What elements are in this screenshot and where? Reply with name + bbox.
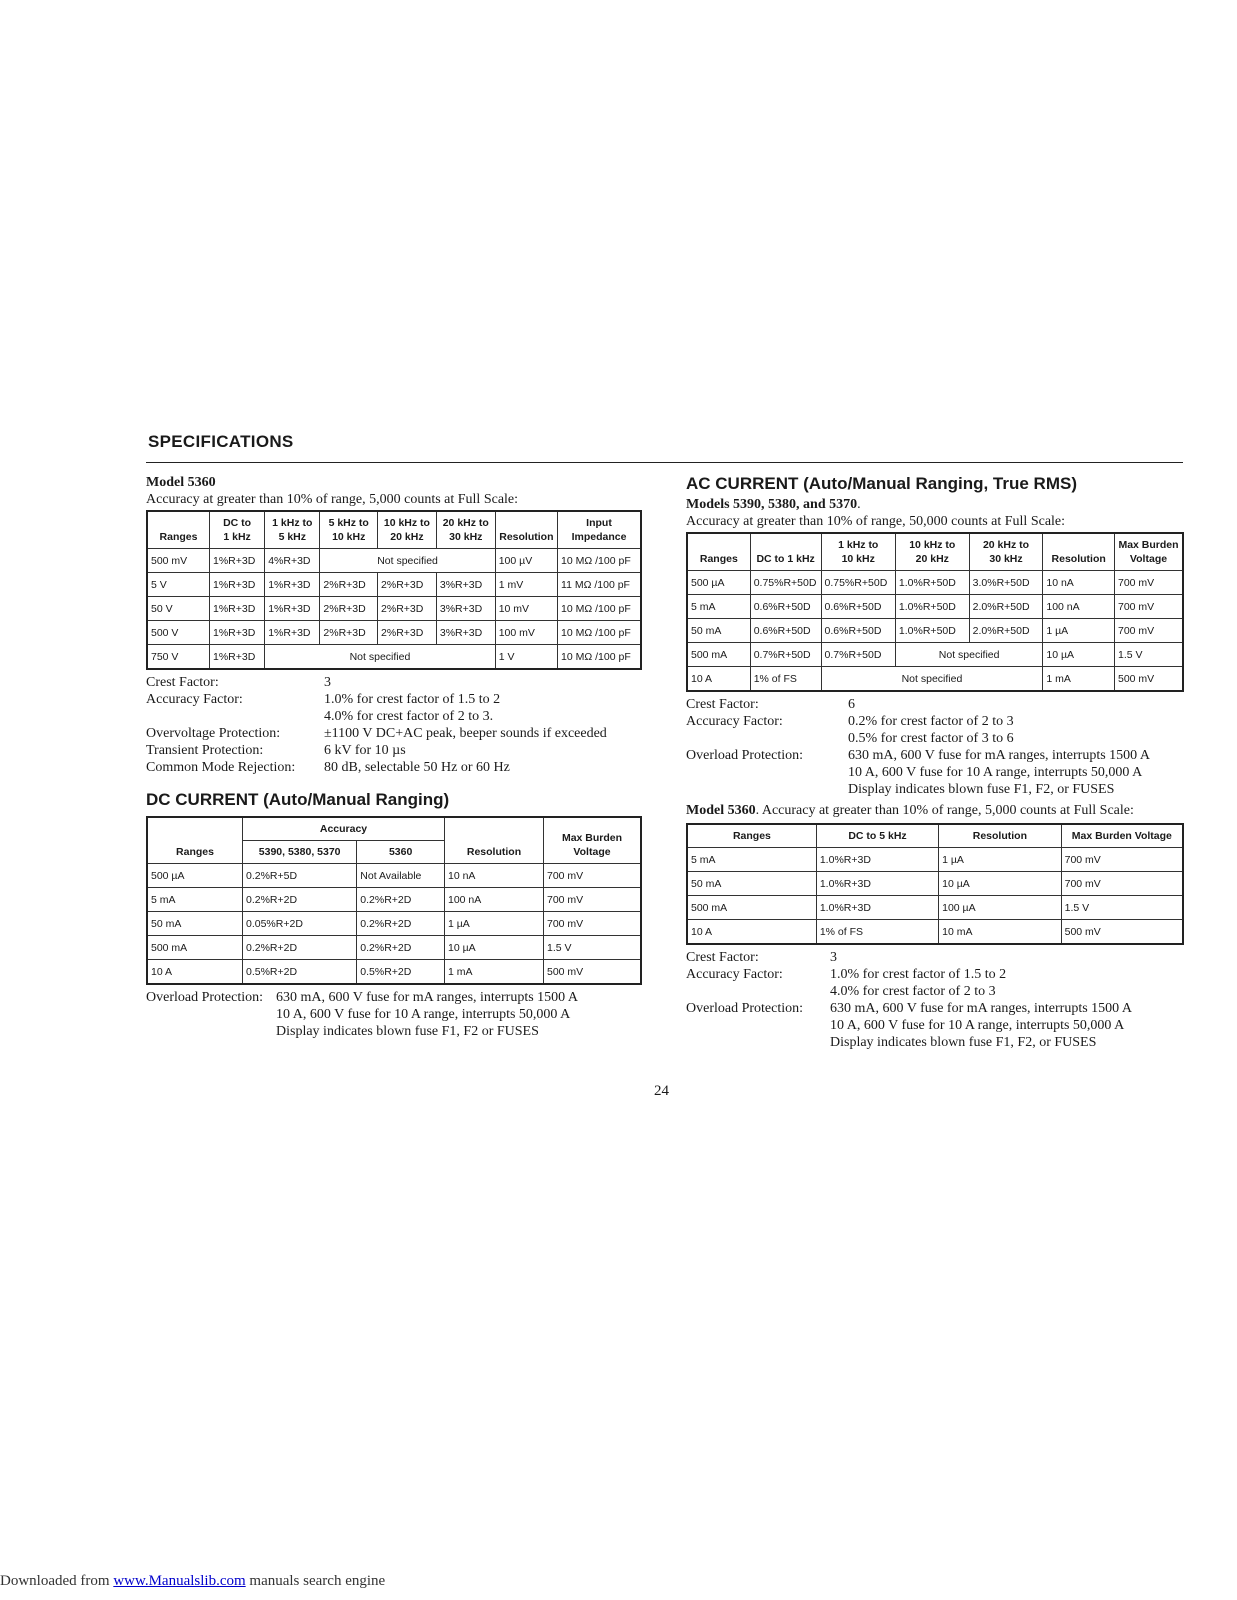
table-cell: 2%R+3D: [378, 621, 437, 645]
table-cell: 0.6%R+50D: [821, 619, 895, 643]
property-value: 630 mA, 600 V fuse for mA ranges, interrupts 1500 A 10 A, 600 V fuse for 10 A range, interrupts 50,000 A Display indicates blown fuse F1, F2, or FUSES: [848, 748, 1151, 797]
table-row: [687, 848, 1183, 872]
table-header: 20 kHz to 30 kHz: [969, 533, 1043, 571]
table-cell: 2.0%R+50D: [969, 595, 1043, 619]
table-cell: 10 A: [687, 667, 750, 692]
table-cell: 11 MΩ /100 pF: [558, 573, 641, 597]
table-cell: 1%R+3D: [209, 597, 264, 621]
table-header: 5360: [357, 841, 445, 864]
table-cell: 500 µA: [147, 864, 243, 888]
table-cell: 0.7%R+50D: [821, 643, 895, 667]
table-cell: 700 mV: [1061, 848, 1183, 872]
table-cell: 0.5%R+2D: [357, 960, 445, 985]
table-cell: 50 V: [147, 597, 209, 621]
table-cell: 1.0%R+50D: [895, 571, 969, 595]
table-cell: 1 mV: [495, 573, 557, 597]
property-value: 630 mA, 600 V fuse for mA ranges, interrupts 1500 A 10 A, 600 V fuse for 10 A range, interrupts 50,000 A Display indicates blown fuse F1, F2 or FUSES: [276, 990, 579, 1039]
table-header: 20 kHz to 30 kHz: [436, 511, 495, 549]
table-cell: Not Available: [357, 864, 445, 888]
table-row: [687, 595, 1183, 619]
table-cell: 1%R+3D: [209, 573, 264, 597]
table-cell: 1 µA: [939, 848, 1062, 872]
table-cell: 500 mA: [147, 936, 243, 960]
table-cell: 10 MΩ /100 pF: [558, 549, 641, 573]
table-header: DC to 5 kHz: [816, 824, 938, 848]
model-5360-ac-properties: [686, 949, 1184, 1051]
property-value: 0.2% for crest factor of 2 to 3 0.5% for crest factor of 3 to 6: [848, 714, 1014, 746]
ac-current-spec-table: [686, 532, 1184, 692]
table-row: [147, 888, 641, 912]
spec-property: [146, 674, 642, 691]
table-cell: 0.05%R+2D: [243, 912, 357, 936]
table-cell: 10 MΩ /100 pF: [558, 621, 641, 645]
table-row: [147, 912, 641, 936]
property-value: 1.0% for crest factor of 1.5 to 2 4.0% for crest factor of 2 to 3.: [324, 692, 501, 724]
footer-suffix: manuals search engine: [245, 1573, 386, 1589]
table-cell: 10 µA: [445, 936, 544, 960]
property-value: 3: [324, 675, 331, 690]
property-label: Accuracy Factor:: [686, 967, 783, 982]
table-cell: 4%R+3D: [265, 549, 320, 573]
download-footer: [0, 1573, 385, 1590]
table-row: [687, 920, 1183, 945]
table-row: [147, 621, 641, 645]
table-header: Max Burden Voltage: [544, 817, 642, 864]
table-cell: 3%R+3D: [436, 597, 495, 621]
table-cell: Not specified: [895, 643, 1042, 667]
table-row: [687, 667, 1183, 692]
table-cell: 100 µA: [939, 896, 1062, 920]
table-cell: 700 mV: [544, 888, 642, 912]
left-column: [146, 474, 642, 1040]
table-header: 10 kHz to 20 kHz: [895, 533, 969, 571]
table-cell: 1.0%R+50D: [895, 619, 969, 643]
table-cell: 10 A: [687, 920, 816, 945]
table-cell: 1%R+3D: [209, 645, 264, 670]
table-cell: 2.0%R+50D: [969, 619, 1043, 643]
model-5360-ac-note: Model 5360. Accuracy at greater than 10% of range, 5,000 counts at Full Scale:: [686, 803, 1134, 818]
table-header: 1 kHz to 5 kHz: [265, 511, 320, 549]
table-header: Resolution: [495, 511, 557, 549]
table-cell: 0.5%R+2D: [243, 960, 357, 985]
table-row: [147, 960, 641, 985]
model-5360-title: Model 5360: [146, 475, 216, 490]
table-cell: Not specified: [265, 645, 496, 670]
table-cell: 2%R+3D: [320, 621, 378, 645]
dc-current-spec-table: [146, 816, 642, 985]
model-5360-accuracy-note: Accuracy at greater than 10% of range, 5,000 counts at Full Scale:: [146, 492, 519, 507]
table-cell: 500 µA: [687, 571, 750, 595]
table-cell: 0.6%R+50D: [821, 595, 895, 619]
table-header: Ranges: [147, 511, 209, 549]
property-label: Accuracy Factor:: [686, 714, 783, 729]
table-header: 5 kHz to 10 kHz: [320, 511, 378, 549]
table-cell: 5 mA: [147, 888, 243, 912]
table-cell: 5 V: [147, 573, 209, 597]
spec-property: [146, 759, 642, 776]
table-cell: 1.0%R+3D: [816, 872, 938, 896]
table-cell: 1.5 V: [1061, 896, 1183, 920]
table-cell: 10 A: [147, 960, 243, 985]
table-cell: 1%R+3D: [265, 597, 320, 621]
table-cell: 50 mA: [687, 872, 816, 896]
ac-current-models: Models 5390, 5380, and 5370.: [686, 497, 861, 512]
table-cell: 3.0%R+50D: [969, 571, 1043, 595]
table-cell: 0.2%R+2D: [243, 936, 357, 960]
property-label: Crest Factor:: [146, 675, 219, 690]
table-cell: 1% of FS: [750, 667, 821, 692]
property-label: Transient Protection:: [146, 743, 264, 758]
table-cell: 100 µV: [495, 549, 557, 573]
table-cell: 1.5 V: [1115, 643, 1184, 667]
table-cell: 2%R+3D: [320, 597, 378, 621]
table-cell: 1%R+3D: [265, 573, 320, 597]
table-row: [147, 645, 641, 670]
table-header: Max Burden Voltage: [1061, 824, 1183, 848]
table-cell: 10 mV: [495, 597, 557, 621]
table-header: Resolution: [445, 817, 544, 864]
model-5360-ac-current-table: [686, 823, 1184, 945]
table-cell: 2%R+3D: [378, 597, 437, 621]
table-cell: 5 mA: [687, 848, 816, 872]
table-cell: 700 mV: [1115, 619, 1184, 643]
table-cell: Not specified: [320, 549, 495, 573]
table-cell: 2%R+3D: [320, 573, 378, 597]
table-cell: 1 V: [495, 645, 557, 670]
table-row: [687, 896, 1183, 920]
table-header: 1 kHz to 10 kHz: [821, 533, 895, 571]
table-cell: 1%R+3D: [209, 549, 264, 573]
table-header: Resolution: [1043, 533, 1115, 571]
table-cell: 10 nA: [445, 864, 544, 888]
table-header: Ranges: [147, 817, 243, 864]
ac-current-accuracy-note: Accuracy at greater than 10% of range, 50,000 counts at Full Scale:: [686, 514, 1066, 529]
table-cell: 1 mA: [1043, 667, 1115, 692]
table-cell: Not specified: [821, 667, 1043, 692]
table-cell: 100 nA: [1043, 595, 1115, 619]
table-row: [147, 549, 641, 573]
table-cell: 0.7%R+50D: [750, 643, 821, 667]
property-label: Crest Factor:: [686, 950, 759, 965]
property-label: Common Mode Rejection:: [146, 760, 296, 775]
table-cell: 0.2%R+5D: [243, 864, 357, 888]
table-cell: 500 mV: [1115, 667, 1184, 692]
table-cell: 500 mV: [147, 549, 209, 573]
page-title: SPECIFICATIONS: [148, 432, 294, 451]
footer-prefix: Downloaded from: [0, 1573, 114, 1589]
spec-property: [686, 696, 1184, 713]
property-label: Accuracy Factor:: [146, 692, 243, 707]
table-cell: 500 mA: [687, 896, 816, 920]
table-row: [687, 619, 1183, 643]
table-row: [147, 597, 641, 621]
table-cell: 10 nA: [1043, 571, 1115, 595]
dc-current-heading: DC CURRENT (Auto/Manual Ranging): [146, 790, 450, 809]
table-header: DC to 1 kHz: [209, 511, 264, 549]
table-cell: 100 mV: [495, 621, 557, 645]
spec-property: [146, 725, 642, 742]
table-cell: 10 µA: [939, 872, 1062, 896]
property-value: 1.0% for crest factor of 1.5 to 2 4.0% for crest factor of 2 to 3: [830, 967, 1007, 999]
table-cell: 500 mV: [1061, 920, 1183, 945]
table-header: 5390, 5380, 5370: [243, 841, 357, 864]
table-cell: 750 V: [147, 645, 209, 670]
table-row: [687, 872, 1183, 896]
page-number: 24: [654, 1083, 669, 1099]
table-cell: 500 mV: [544, 960, 642, 985]
table-header: Input Impedance: [558, 511, 641, 549]
property-label: Overload Protection:: [686, 748, 804, 763]
ac-current-properties: [686, 696, 1184, 798]
table-cell: 0.2%R+2D: [357, 888, 445, 912]
table-header: 10 kHz to 20 kHz: [378, 511, 437, 549]
right-column: [686, 474, 1184, 1051]
table-cell: 1.0%R+3D: [816, 848, 938, 872]
table-header: Ranges: [687, 533, 750, 571]
property-label: Overload Protection:: [686, 1001, 804, 1016]
table-header: Resolution: [939, 824, 1062, 848]
dc-current-properties: [146, 989, 642, 1040]
table-cell: 10 µA: [1043, 643, 1115, 667]
table-header: Ranges: [687, 824, 816, 848]
table-cell: 500 mA: [687, 643, 750, 667]
table-row: [147, 573, 641, 597]
ac-current-heading: AC CURRENT (Auto/Manual Ranging, True RMS): [686, 474, 1077, 493]
table-cell: 3%R+3D: [436, 621, 495, 645]
ac-voltage-properties: [146, 674, 642, 776]
ac-voltage-spec-table: [146, 510, 642, 670]
table-cell: 700 mV: [544, 912, 642, 936]
spec-property: [146, 691, 642, 725]
accuracy-group-header: Accuracy: [243, 817, 445, 841]
table-row: [147, 864, 641, 888]
manualslib-link[interactable]: www.Manualslib.com: [113, 1573, 246, 1589]
table-row: [687, 571, 1183, 595]
property-value: 80 dB, selectable 50 Hz or 60 Hz: [324, 760, 510, 775]
table-header: DC to 1 kHz: [750, 533, 821, 571]
table-cell: 10 MΩ /100 pF: [558, 597, 641, 621]
table-cell: 1.0%R+50D: [895, 595, 969, 619]
table-row: [687, 643, 1183, 667]
table-cell: 0.75%R+50D: [750, 571, 821, 595]
spec-property: [686, 747, 1184, 798]
table-cell: 1%R+3D: [265, 621, 320, 645]
table-cell: 0.6%R+50D: [750, 619, 821, 643]
table-cell: 0.6%R+50D: [750, 595, 821, 619]
table-cell: 0.2%R+2D: [357, 912, 445, 936]
table-cell: 1.5 V: [544, 936, 642, 960]
property-label: Overload Protection:: [146, 990, 264, 1005]
spec-property: [146, 989, 642, 1040]
heading-divider: [146, 462, 1183, 463]
property-label: Overvoltage Protection:: [146, 726, 281, 741]
table-cell: 10 MΩ /100 pF: [558, 645, 641, 670]
table-row: [147, 936, 641, 960]
table-cell: 1%R+3D: [209, 621, 264, 645]
table-cell: 700 mV: [1115, 571, 1184, 595]
property-value: 6 kV for 10 µs: [324, 743, 406, 758]
spec-property: [146, 742, 642, 759]
table-cell: 3%R+3D: [436, 573, 495, 597]
property-value: 630 mA, 600 V fuse for mA ranges, interrupts 1500 A 10 A, 600 V fuse for 10 A range, interrupts 50,000 A Display indicates blown fuse F1, F2, or FUSES: [830, 1001, 1133, 1050]
table-cell: 0.75%R+50D: [821, 571, 895, 595]
table-cell: 50 mA: [147, 912, 243, 936]
table-cell: 700 mV: [1115, 595, 1184, 619]
table-cell: 1% of FS: [816, 920, 938, 945]
spec-property: [686, 966, 1184, 1000]
table-cell: 700 mV: [544, 864, 642, 888]
table-cell: 2%R+3D: [378, 573, 437, 597]
property-value: 6: [848, 697, 855, 712]
table-cell: 1 mA: [445, 960, 544, 985]
property-value: 3: [830, 950, 837, 965]
table-cell: 700 mV: [1061, 872, 1183, 896]
table-cell: 50 mA: [687, 619, 750, 643]
table-cell: 1 µA: [1043, 619, 1115, 643]
table-header: Max Burden Voltage: [1115, 533, 1184, 571]
table-cell: 10 mA: [939, 920, 1062, 945]
spec-property: [686, 949, 1184, 966]
table-cell: 1.0%R+3D: [816, 896, 938, 920]
table-cell: 0.2%R+2D: [357, 936, 445, 960]
property-value: ±1100 V DC+AC peak, beeper sounds if exceeded: [324, 726, 607, 741]
property-label: Crest Factor:: [686, 697, 759, 712]
spec-property: [686, 713, 1184, 747]
table-cell: 1 µA: [445, 912, 544, 936]
table-cell: 100 nA: [445, 888, 544, 912]
table-cell: 5 mA: [687, 595, 750, 619]
table-cell: 0.2%R+2D: [243, 888, 357, 912]
table-cell: 500 V: [147, 621, 209, 645]
spec-property: [686, 1000, 1184, 1051]
